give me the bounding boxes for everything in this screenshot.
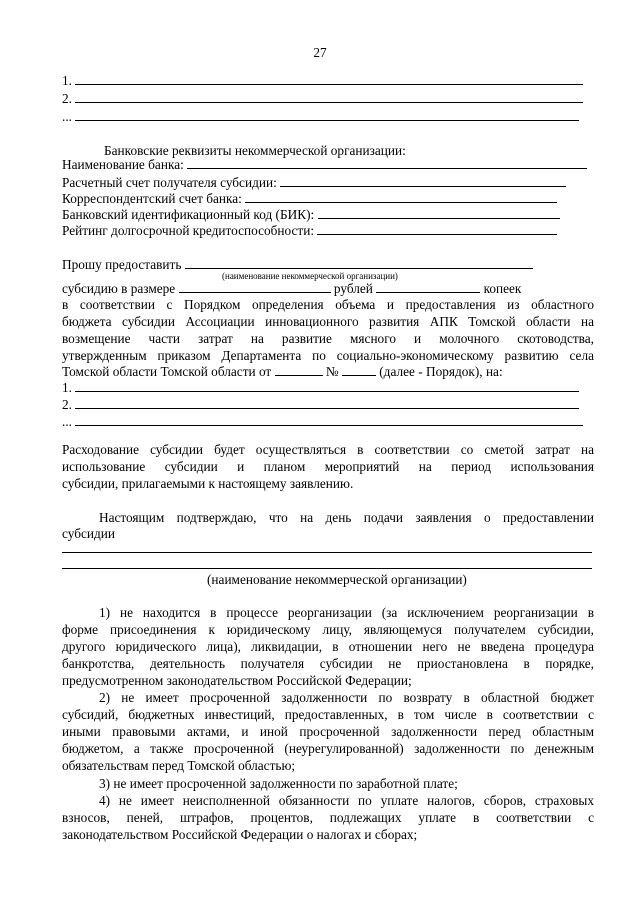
item2-line-1: 2) не имеет просроченной задолженности по возврату в областной бюджет <box>99 690 594 705</box>
item2-line-4: бюджетом, а также просроченной (неурегулированной) задолженности по денежным <box>62 741 594 756</box>
spending-text-2: использование субсидии и планом мероприятий на период использования <box>62 459 594 474</box>
page-number: 27 <box>313 45 327 60</box>
bank-corr-line: Корреспондентский счет банка: <box>62 190 594 207</box>
bank-bik-line: Банковский идентификационный код (БИК): <box>62 206 594 223</box>
spending-text-1: Расходование субсидии будет осуществляться в соответствии со сметой затрат на <box>62 442 594 457</box>
request-text-1: в соответствии с Порядком определения объема и предоставления из областного <box>62 297 594 312</box>
confirm-text-1: Настоящим подтверждаю, что на день подачи заявления о предоставлении <box>99 510 594 525</box>
mid-list-item-2: 2. <box>62 396 594 413</box>
item3-line-1: 3) не имеет просроченной задолженности по заработной плате; <box>99 776 458 791</box>
item1-line-4: банкротства, деятельность получателя субсидии не приостановлена в порядке, <box>62 656 594 671</box>
item2-line-2: субсидий, бюджетных инвестиций, предоставленных, в том числе в соответствии с <box>62 707 594 722</box>
item1-line-5: предусмотренном законодательством Российской Федерации; <box>62 673 412 688</box>
item4-line-2: взносов, пеней, штрафов, процентов, подлежащих уплате в соответствии с <box>62 810 594 825</box>
request-text-4: утвержденным приказом Департамента по социально-экономическому развитию села <box>62 348 594 363</box>
mid-list-item-1: 1. <box>62 379 594 396</box>
org-caption-2: (наименование некоммерческой организации) <box>207 572 467 587</box>
request-text-5: Томской области Томской области от № (далее - Порядок), на: <box>62 364 503 379</box>
top-list-item-3: ... <box>62 108 594 125</box>
item4-line-3: законодательством Российской Федерации о налогах и сборах; <box>62 827 418 842</box>
mid-list-item-3: ... <box>62 413 594 430</box>
item2-line-5: обязательствам перед Томской областью; <box>62 758 296 773</box>
bank-account-line: Расчетный счет получателя субсидии: <box>62 174 594 191</box>
bank-name-line: Наименование банка: <box>62 156 594 173</box>
confirm-blank-1 <box>62 540 594 557</box>
org-caption-1: (наименование некоммерческой организации) <box>222 271 398 281</box>
provide-line: Прошу предоставить <box>62 256 594 273</box>
top-list-item-2: 2. <box>62 90 594 107</box>
bank-heading: Банковские реквизиты некоммерческой организации: <box>104 143 406 158</box>
item1-line-2: форме присоединения к юридическому лицу, являющемуся получателем субсидии, <box>62 622 594 637</box>
item1-line-3: другого юридического лица), ликвидации, в отношении него не введена процедура <box>62 639 594 654</box>
spending-text-3: субсидии, прилагаемыми к настоящему заявлению. <box>62 476 354 491</box>
request-text-3: возмещение части затрат на развитие мясного и молочного скотоводства, <box>62 331 594 346</box>
item2-line-3: иными правовыми актами, и иной просроченной задолженности перед областным <box>62 724 594 739</box>
confirm-text-2: субсидии <box>62 526 115 541</box>
bank-rating-line: Рейтинг долгосрочной кредитоспособности: <box>62 222 594 239</box>
top-list-item-1: 1. <box>62 72 594 89</box>
item1-line-1: 1) не находится в процессе реорганизации (за исключением реорганизации в <box>99 605 594 620</box>
subsidy-amount-line: субсидию в размере рублей копеек <box>62 281 522 296</box>
item4-line-1: 4) не имеет неисполненной обязанности по уплате налогов, сборов, страховых <box>99 793 594 808</box>
request-text-2: бюджета субсидии Ассоциации инновационного развития АПК Томской области на <box>62 314 594 329</box>
